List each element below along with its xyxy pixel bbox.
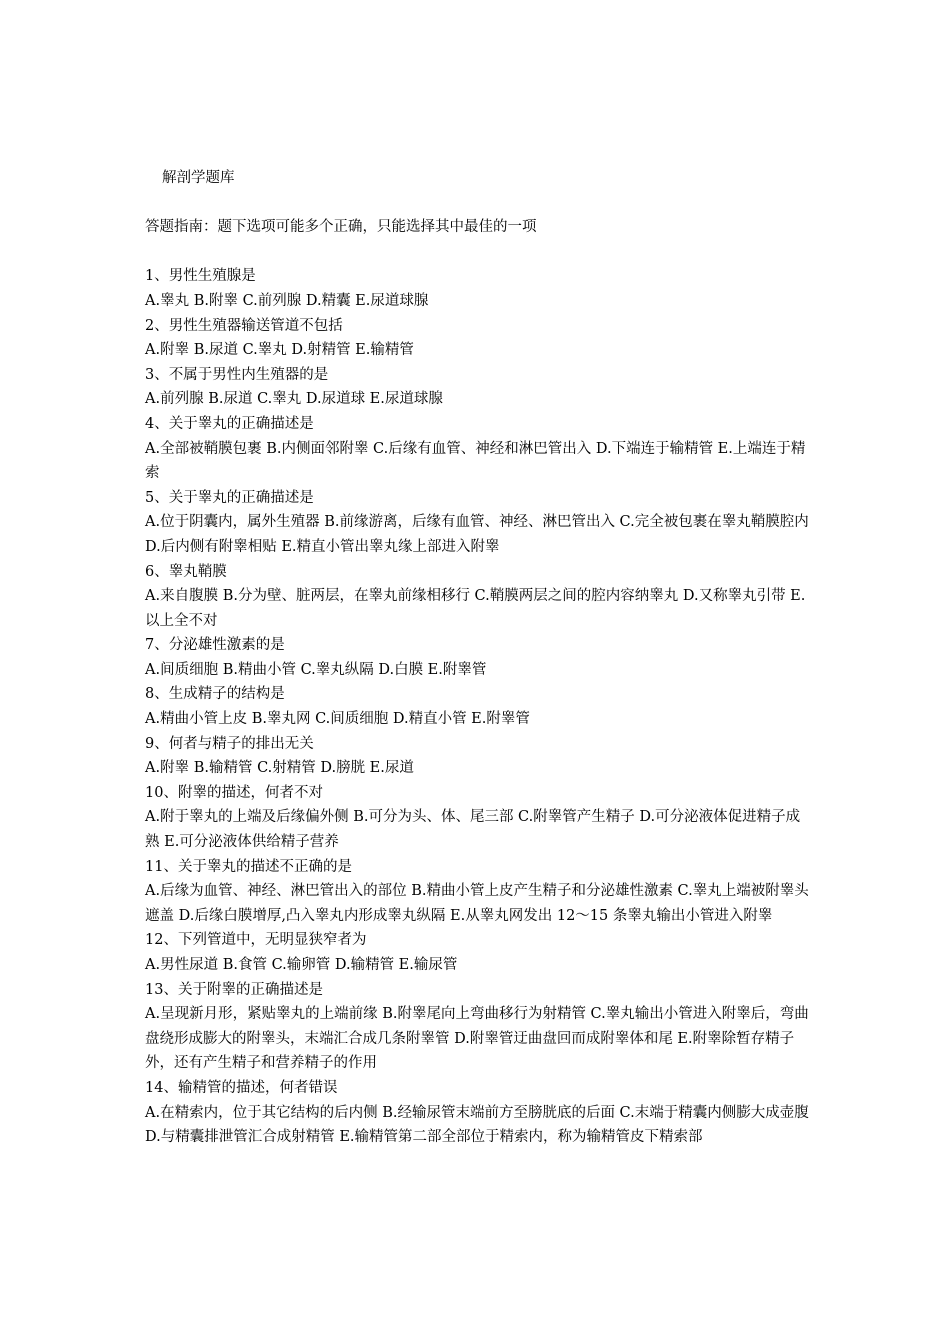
question-item xyxy=(145,928,810,977)
question-item xyxy=(145,560,810,634)
question-item xyxy=(145,855,810,929)
question-options: A.男性尿道 B.食管 C.输卵管 D.输精管 E.输尿管 xyxy=(145,957,458,973)
question-stem: 13、关于附睾的正确描述是 xyxy=(145,981,323,998)
question-item xyxy=(145,633,810,682)
question-stem: 10、附睾的描述，何者不对 xyxy=(145,784,323,801)
question-options: A.睾丸 B.附睾 C.前列腺 D.精囊 E.尿道球腺 xyxy=(145,292,429,309)
question-item xyxy=(145,732,810,781)
question-options: A.附睾 B.输精管 C.射精管 D.膀胱 E.尿道 xyxy=(145,760,414,777)
question-stem: 7、分泌雄性激素的是 xyxy=(145,637,285,654)
question-list xyxy=(145,264,810,1149)
question-options: A.附于睾丸的上端及后缘偏外侧 B.可分为头、体、尾三部 C.附睾管产生精子 D.可分泌液体促进精子成熟 E.可分泌液体供给精子营养 xyxy=(145,809,801,851)
question-item xyxy=(145,314,810,363)
question-stem: 1、男性生殖腺是 xyxy=(145,268,256,285)
question-stem: 6、睾丸鞘膜 xyxy=(145,563,227,580)
question-options: A.附睾 B.尿道 C.睾丸 D.射精管 E.输精管 xyxy=(145,342,414,359)
question-item xyxy=(145,682,810,731)
question-item xyxy=(145,781,810,855)
question-options: A.呈现新月形，紧贴睾丸的上端前缘 B.附睾尾向上弯曲移行为射精管 C.睾丸输出小管进入附睾后，弯曲盘绕形成膨大的附睾头，末端汇合成几条附睾管 D.附睾管迂曲盘回而成附睾体和尾 E.附睾除暂存精子外，还有产生精子和营养精子的作用 xyxy=(145,1006,809,1072)
question-options: A.精曲小管上皮 B.睾丸网 C.间质细胞 D.精直小管 E.附睾管 xyxy=(145,711,530,728)
document-body xyxy=(145,166,810,1150)
question-stem: 5、关于睾丸的正确描述是 xyxy=(145,489,314,506)
question-item xyxy=(145,978,810,1076)
answer-guide: 答题指南：题下选项可能多个正确，只能选择其中最佳的一项 xyxy=(145,219,537,236)
question-options: A.来自腹膜 B.分为壁、脏两层，在睾丸前缘相移行 C.鞘膜两层之间的腔内容纳睾丸 D.又称睾丸引带 E.以上全不对 xyxy=(145,588,806,629)
question-options: A.后缘为血管、神经、淋巴管出入的部位 B.精曲小管上皮产生精子和分泌雄性激素 C.睾丸上端被附睾头遮盖 D.后缘白膜增厚,凸入睾丸内形成睾丸纵隔 E.从睾丸网发出 12～15 条睾丸输出小管进入附睾 xyxy=(145,883,809,924)
question-options: A.在精索内，位于其它结构的后内侧 B.经输尿管末端前方至膀胱底的后面 C.末端于精囊内侧膨大成壶腹 D.与精囊排泄管汇合成射精管 E.输精管第二部全部位于精索内，称为输精管皮下精索部 xyxy=(145,1104,809,1146)
question-options: A.全部被鞘膜包裹 B.内侧面邻附睾 C.后缘有血管、神经和淋巴管出入 D.下端连于输精管 E.上端连于精索 xyxy=(145,440,806,482)
question-item xyxy=(145,1076,810,1150)
question-stem: 2、男性生殖器输送管道不包括 xyxy=(145,317,343,334)
question-stem: 8、生成精子的结构是 xyxy=(145,686,285,703)
question-stem: 4、关于睾丸的正确描述是 xyxy=(145,415,314,432)
question-stem: 14、输精管的描述，何者错误 xyxy=(145,1079,338,1096)
question-item xyxy=(145,264,810,313)
question-stem: 12、下列管道中，无明显狭窄者为 xyxy=(145,932,367,949)
question-options: A.位于阴囊内，属外生殖器 B.前缘游离，后缘有血管、神经、淋巴管出入 C.完全被包裹在睾丸鞘膜腔内 D.后内侧有附睾相贴 E.精直小管出睾丸缘上部进入附睾 xyxy=(145,514,809,555)
question-item xyxy=(145,412,810,486)
question-stem: 9、何者与精子的排出无关 xyxy=(145,735,314,752)
question-item xyxy=(145,363,810,412)
question-stem: 11、关于睾丸的描述不正确的是 xyxy=(145,858,352,875)
question-options: A.前列腺 B.尿道 C.睾丸 D.尿道球 E.尿道球腺 xyxy=(145,391,443,408)
document-title: 解剖学题库 xyxy=(162,170,235,186)
question-item xyxy=(145,486,810,560)
question-options: A.间质细胞 B.精曲小管 C.睾丸纵隔 D.白膜 E.附睾管 xyxy=(145,661,487,678)
question-stem: 3、不属于男性内生殖器的是 xyxy=(145,366,329,383)
